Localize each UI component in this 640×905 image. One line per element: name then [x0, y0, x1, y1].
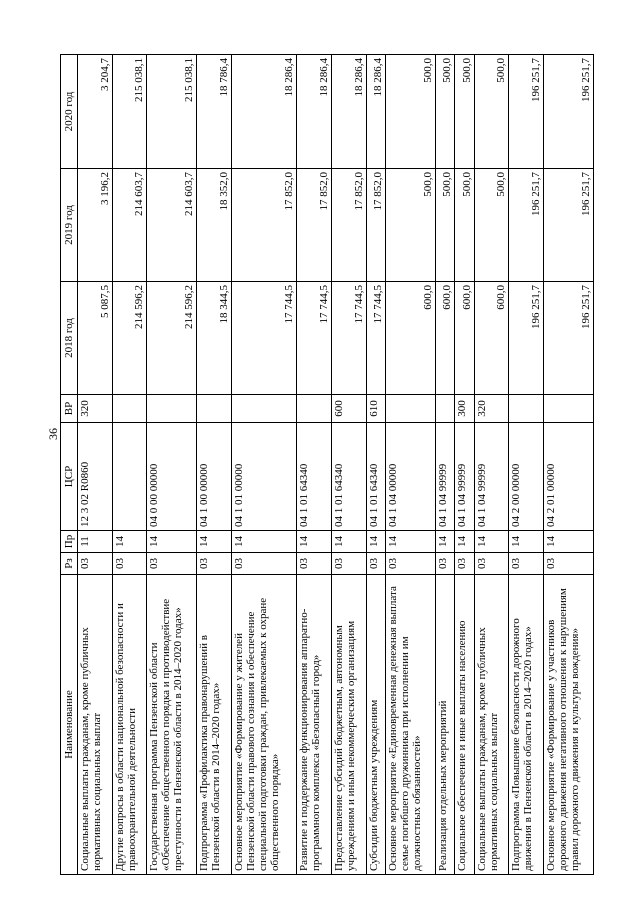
row-rz: 03 — [332, 553, 367, 575]
row-csr — [112, 423, 147, 531]
header-name: Наименование — [61, 575, 78, 875]
row-value-2019: 196 251,7 — [543, 169, 593, 282]
table-row — [543, 55, 593, 875]
row-value-2020: 215 038,1 — [112, 55, 147, 169]
row-name: Социальные выплаты гражданам, кроме публичных нормативных социальных выплат — [78, 575, 113, 875]
row-value-2020: 196 251,7 — [543, 55, 593, 169]
row-pr: 14 — [366, 531, 385, 553]
budget-table — [60, 54, 594, 875]
row-csr: 04 1 01 64340 — [297, 423, 332, 531]
row-pr: 14 — [543, 531, 593, 553]
row-vr: 600 — [332, 395, 367, 423]
header-2019: 2019 год — [61, 169, 78, 282]
row-rz: 03 — [197, 553, 232, 575]
row-rz: 03 — [297, 553, 332, 575]
row-name: Основное мероприятие «Формирование у участников дорожного движения негативного отношения к нарушениям правил дорожного движения и культуры вождения» — [543, 575, 593, 875]
row-value-2019: 500,0 — [386, 169, 436, 282]
row-value-2018: 17 744,5 — [366, 282, 385, 395]
header-pr: Пр — [61, 531, 78, 553]
table-row — [509, 55, 544, 875]
row-csr: 04 1 04 99999 — [455, 423, 474, 531]
row-pr: 14 — [112, 531, 147, 553]
row-pr: 14 — [197, 531, 232, 553]
row-name: Предоставление субсидий бюджетным, автономным учреждениям и иным некоммерческим организациям — [332, 575, 367, 875]
row-value-2020: 196 251,7 — [509, 55, 544, 169]
row-value-2018: 196 251,7 — [509, 282, 544, 395]
table-row — [232, 55, 297, 875]
row-value-2018: 18 344,5 — [197, 282, 232, 395]
row-value-2020: 500,0 — [474, 55, 509, 169]
row-value-2020: 500,0 — [386, 55, 436, 169]
row-value-2018: 600,0 — [474, 282, 509, 395]
row-value-2018: 17 744,5 — [332, 282, 367, 395]
row-value-2019: 18 352,0 — [197, 169, 232, 282]
row-pr: 14 — [147, 531, 197, 553]
table-row — [436, 55, 455, 875]
row-name: Другие вопросы в области национальной безопасности и правоохранительной деятельности — [112, 575, 147, 875]
row-name: Подпрограмма «Повышение безопасности дорожного движения в Пензенской области в 2014–2020 годах» — [509, 575, 544, 875]
table-header-row — [61, 55, 78, 875]
row-pr: 14 — [297, 531, 332, 553]
row-csr: 12 3 02 R0860 — [78, 423, 113, 531]
row-rz: 03 — [436, 553, 455, 575]
row-value-2018: 196 251,7 — [543, 282, 593, 395]
rotated-page-content — [60, 55, 594, 875]
row-value-2019: 17 852,0 — [332, 169, 367, 282]
row-value-2018: 17 744,5 — [232, 282, 297, 395]
row-pr: 14 — [436, 531, 455, 553]
row-vr — [112, 395, 147, 423]
row-vr — [543, 395, 593, 423]
table-row — [474, 55, 509, 875]
row-rz: 03 — [112, 553, 147, 575]
page-number: 36 — [46, 428, 60, 440]
row-csr: 04 2 00 00000 — [509, 423, 544, 531]
row-vr — [147, 395, 197, 423]
row-value-2020: 18 286,4 — [366, 55, 385, 169]
row-value-2018: 17 744,5 — [297, 282, 332, 395]
row-csr: 04 1 01 64340 — [366, 423, 385, 531]
row-pr: 14 — [474, 531, 509, 553]
header-2020: 2020 год — [61, 55, 78, 169]
row-value-2018: 214 596,2 — [112, 282, 147, 395]
table-row — [297, 55, 332, 875]
row-value-2020: 500,0 — [455, 55, 474, 169]
row-pr: 14 — [455, 531, 474, 553]
row-vr — [297, 395, 332, 423]
row-pr: 14 — [509, 531, 544, 553]
row-pr: 14 — [332, 531, 367, 553]
header-rz: Рз — [61, 553, 78, 575]
header-csr: ЦСР — [61, 423, 78, 531]
row-csr: 04 1 00 00000 — [197, 423, 232, 531]
row-vr — [232, 395, 297, 423]
row-csr: 04 1 01 64340 — [332, 423, 367, 531]
table-row — [197, 55, 232, 875]
table-row — [147, 55, 197, 875]
row-value-2019: 214 603,7 — [147, 169, 197, 282]
row-csr: 04 0 00 00000 — [147, 423, 197, 531]
row-value-2018: 600,0 — [455, 282, 474, 395]
header-vr: ВР — [61, 395, 78, 423]
row-rz: 03 — [455, 553, 474, 575]
header-2018: 2018 год — [61, 282, 78, 395]
row-value-2020: 18 286,4 — [332, 55, 367, 169]
row-value-2020: 18 286,4 — [297, 55, 332, 169]
row-rz: 03 — [474, 553, 509, 575]
row-name: Государственная программа Пензенской области «Обеспечение общественного порядка и противодействие преступности в Пензенской области в 2014–2020 годах» — [147, 575, 197, 875]
row-csr: 04 2 01 00000 — [543, 423, 593, 531]
row-value-2019: 17 852,0 — [366, 169, 385, 282]
row-vr — [386, 395, 436, 423]
row-csr: 04 1 04 99999 — [474, 423, 509, 531]
row-value-2019: 500,0 — [455, 169, 474, 282]
table-row — [366, 55, 385, 875]
row-rz: 03 — [78, 553, 113, 575]
row-value-2018: 600,0 — [436, 282, 455, 395]
table-row — [455, 55, 474, 875]
row-vr: 320 — [78, 395, 113, 423]
row-value-2020: 215 038,1 — [147, 55, 197, 169]
table-row — [78, 55, 113, 875]
row-rz: 03 — [232, 553, 297, 575]
row-value-2019: 3 196,2 — [78, 169, 113, 282]
row-rz: 03 — [366, 553, 385, 575]
row-csr: 04 1 01 00000 — [232, 423, 297, 531]
row-value-2019: 17 852,0 — [297, 169, 332, 282]
row-pr: 14 — [386, 531, 436, 553]
row-value-2020: 3 204,7 — [78, 55, 113, 169]
row-name: Субсидии бюджетным учреждениям — [366, 575, 385, 875]
row-rz: 03 — [509, 553, 544, 575]
row-pr: 14 — [232, 531, 297, 553]
row-name: Подпрограмма «Профилактика правонарушений в Пензенской области в 2014–2020 годах» — [197, 575, 232, 875]
row-pr: 11 — [78, 531, 113, 553]
row-name: Развитие и поддержание функционирования аппаратно-программного комплекса «Безопасный город» — [297, 575, 332, 875]
row-rz: 03 — [147, 553, 197, 575]
row-value-2019: 500,0 — [474, 169, 509, 282]
row-value-2020: 500,0 — [436, 55, 455, 169]
table-row — [386, 55, 436, 875]
row-value-2019: 500,0 — [436, 169, 455, 282]
row-rz: 03 — [386, 553, 436, 575]
row-vr: 300 — [455, 395, 474, 423]
row-csr: 04 1 04 00000 — [386, 423, 436, 531]
row-value-2020: 18 786,4 — [197, 55, 232, 169]
row-vr — [197, 395, 232, 423]
row-vr — [436, 395, 455, 423]
row-vr: 610 — [366, 395, 385, 423]
row-name: Реализация отдельных мероприятий — [436, 575, 455, 875]
row-value-2019: 214 603,7 — [112, 169, 147, 282]
row-value-2018: 214 596,2 — [147, 282, 197, 395]
row-name: Основное мероприятие «Формирование у жителей Пензенской области правового сознания и обеспечение специальной подготовки граждан, привлекаемых к охране общественного порядка» — [232, 575, 297, 875]
row-name: Социальное обеспечение и иные выплаты населению — [455, 575, 474, 875]
row-name: Основное мероприятие «Единовременная денежная выплата семье погибшего дружинника при исполнении им должностных обязанностей» — [386, 575, 436, 875]
row-value-2020: 18 286,4 — [232, 55, 297, 169]
row-vr — [509, 395, 544, 423]
table-row — [332, 55, 367, 875]
row-vr: 320 — [474, 395, 509, 423]
row-value-2019: 196 251,7 — [509, 169, 544, 282]
row-value-2018: 600,0 — [386, 282, 436, 395]
row-value-2019: 17 852,0 — [232, 169, 297, 282]
table-row — [112, 55, 147, 875]
row-name: Социальные выплаты гражданам, кроме публичных нормативных социальных выплат — [474, 575, 509, 875]
row-value-2018: 5 087,5 — [78, 282, 113, 395]
row-rz: 03 — [543, 553, 593, 575]
row-csr: 04 1 04 99999 — [436, 423, 455, 531]
